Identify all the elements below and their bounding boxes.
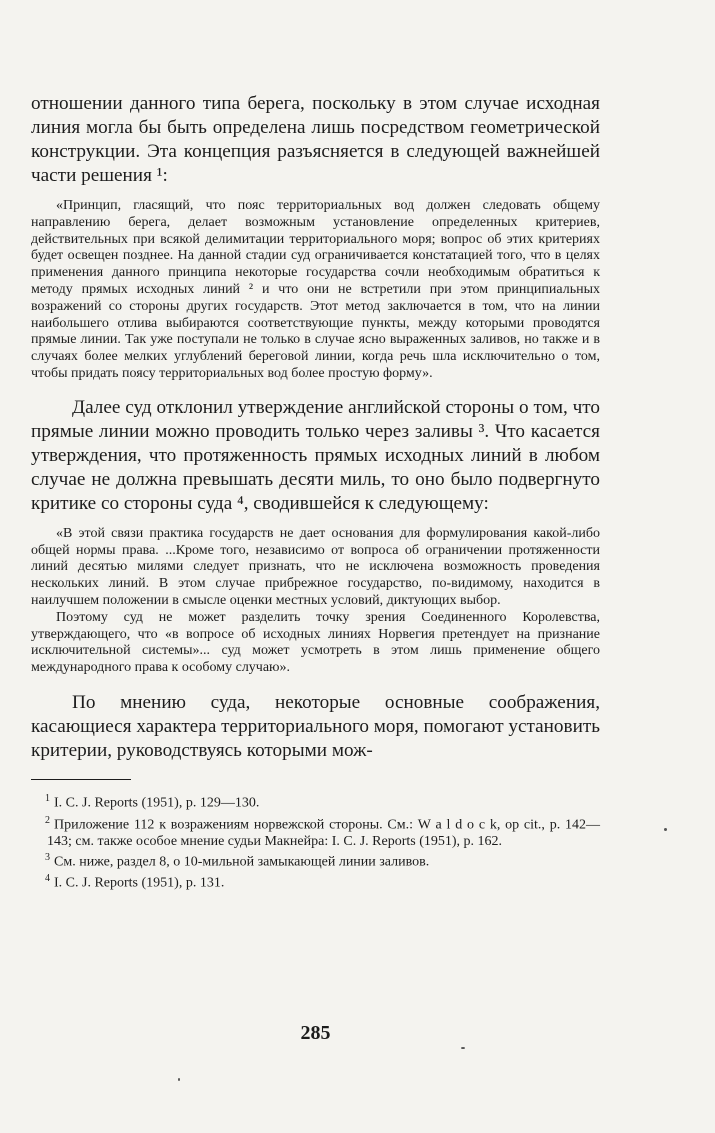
body-paragraph: По мнению суда, некоторые основные соображения, касающиеся характера территориального моря, помогают установить критерии, руководствуясь которыми мож- bbox=[31, 691, 600, 761]
footnote bbox=[31, 791, 600, 812]
footnote bbox=[31, 871, 600, 892]
footnote-mark: 3 bbox=[45, 851, 50, 863]
footnote-text: См. ниже, раздел 8, о 10-мильной замыкающей линии заливов. bbox=[54, 854, 430, 870]
footnotes bbox=[31, 791, 600, 892]
scan-speck bbox=[461, 1047, 465, 1049]
body-paragraph: Далее суд отклонил утверждение английской стороны о том, что прямые линии можно проводить только через заливы ³. Что касается утверждения, что протяженность прямых исходных линий в любом случае не должна превышать десяти миль, то оно было подвергнуто критике со стороны суда ⁴, сводившейся к следующему: bbox=[31, 396, 600, 514]
page-content bbox=[31, 92, 600, 892]
body-paragraph: отношении данного типа берега, поскольку в этом случае исходная линия могла бы быть определена лишь посредством геометрической конструкции. Эта концепция разъясняется в следующей важнейшей части решения ¹: bbox=[31, 93, 600, 186]
scan-speck bbox=[178, 1078, 180, 1081]
footnote bbox=[31, 813, 600, 850]
court-quote: «В этой связи практика государств не дает основания для формулирования какой-либо общей нормы права. ...Кроме того, независимо от вопроса об ограничении протяженности линий десятью милями следует признать, что не исключена возможность проведения нескольких линий. В этом случае прибрежное государство, по-видимому, находится в наилучшем положении в смысле оценки местных условий, диктующих выбор. bbox=[31, 525, 600, 608]
page-number bbox=[31, 1022, 600, 1045]
footnote-text: I. C. J. Reports (1951), p. 129—130. bbox=[54, 796, 260, 812]
scan-speck bbox=[664, 828, 667, 831]
footnote bbox=[31, 850, 600, 871]
footnote-mark: 1 bbox=[45, 793, 50, 805]
court-quote: Поэтому суд не может разделить точку зрения Соединенного Королевства, утверждающего, что «в вопросе об исходных линиях Норвегия претендует на признание исключительной системы»... суд может усмотреть в этом лишь применение общего международного права к особому случаю». bbox=[31, 609, 600, 676]
footnote-divider bbox=[31, 779, 131, 781]
footnote-text: Приложение 112 к возражениям норвежской стороны. См.: W a l d o c k, op cit., p. 142—143; см. также особое мнение судьи Макнейра: I. C. J. Reports (1951), p. 162. bbox=[47, 817, 600, 849]
page-number-text: 285 bbox=[300, 1022, 331, 1044]
footnote-text: I. C. J. Reports (1951), p. 131. bbox=[54, 875, 225, 891]
footnote-mark: 2 bbox=[45, 814, 50, 826]
court-quote: «Принцип, гласящий, что пояс территориальных вод должен следовать общему направлению берега, делает возможным установление определенных критериев, действительных при всякой делимитации территориального моря; вопрос об этих критериях будет освещен позднее. На данной стадии суд ограничивается констатацией того, что в целях применения данного принципа некоторые государства сочли необходимым обратиться к методу прямых исходных линий ² и что они не встретили при этом принципиальных возражений со стороны других государств. Этот метод заключается в том, что на линии наибольшего отлива выбираются соответствующие пункты, между которыми проводятся прямые линии. Так уже поступали не только в случае ясно выраженных заливов, но также и в случаях более мелких углублений береговой линии, когда речь шла исключительно о том, чтобы придать поясу территориальных вод более простую форму». bbox=[31, 198, 600, 381]
footnote-mark: 4 bbox=[45, 873, 50, 885]
